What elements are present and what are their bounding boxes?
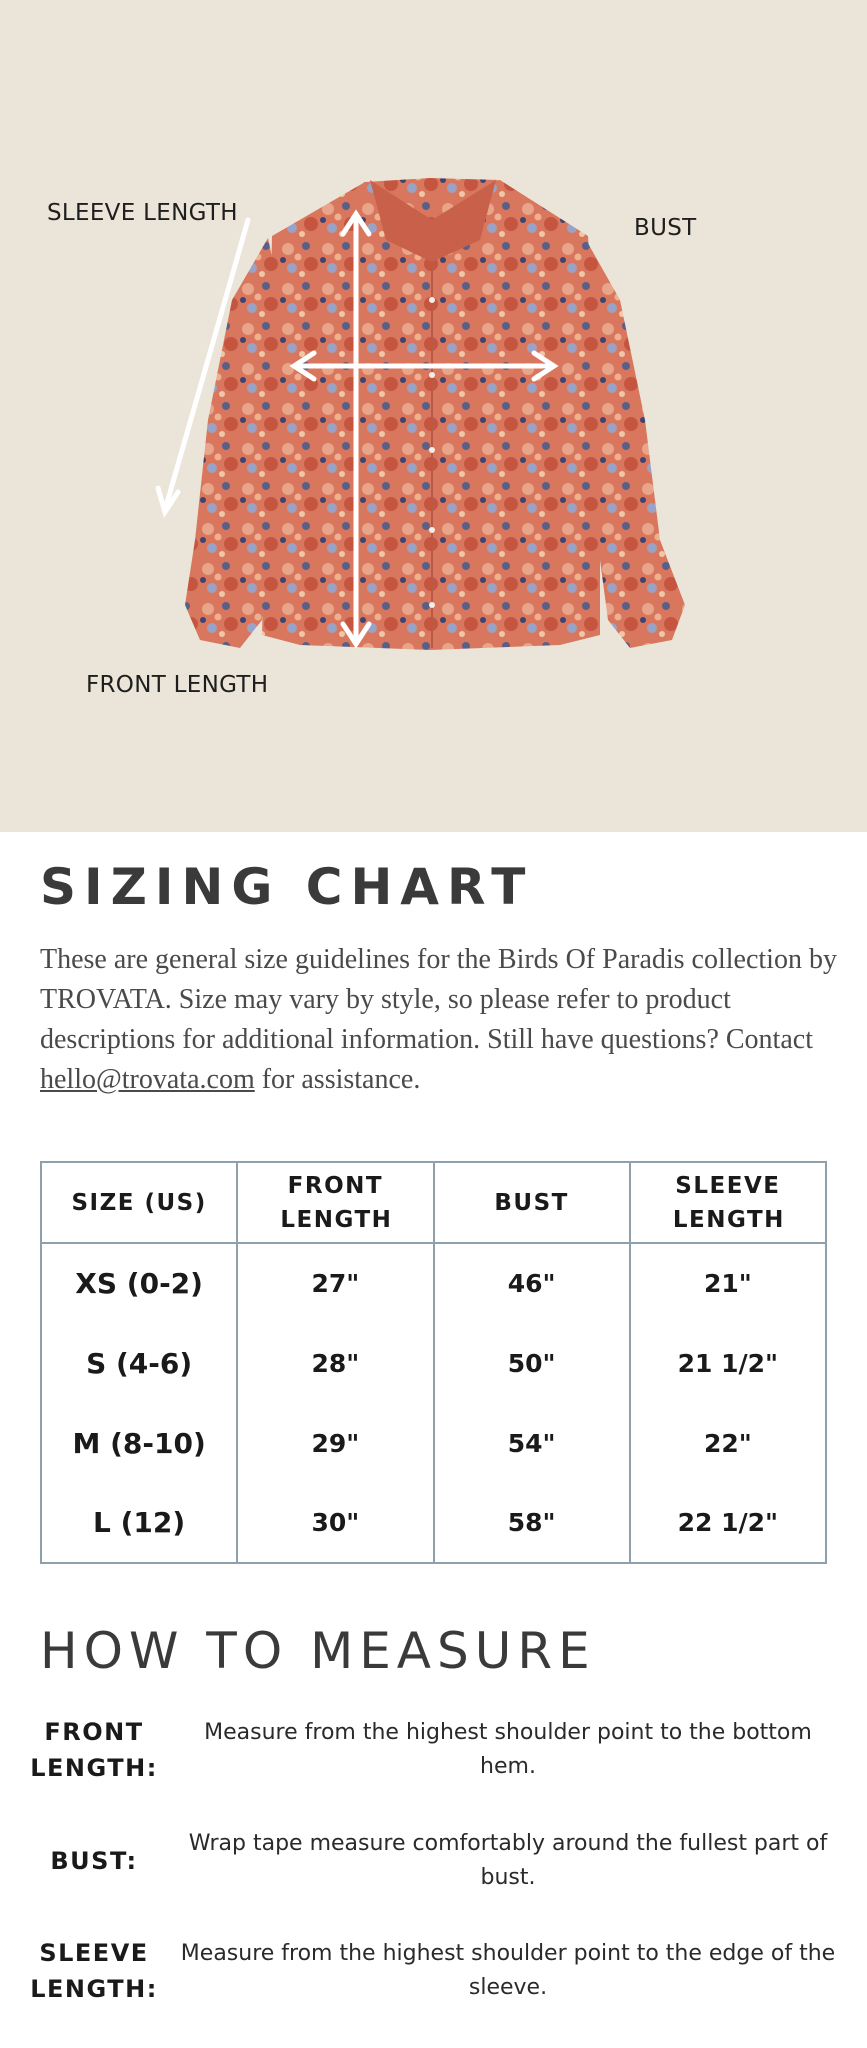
front-length-cell: 29": [237, 1403, 433, 1483]
how-to-measure-title: HOW TO MEASURE: [40, 1622, 596, 1680]
header-front-length: [237, 1162, 433, 1243]
table-header-row: [41, 1162, 826, 1243]
measure-description: Measure from the highest shoulder point to the edge of the sleeve.: [180, 1941, 836, 2000]
shirt-illustration: [0, 0, 867, 832]
sleeve-length-cell: 21 1/2": [630, 1323, 826, 1403]
table-row: [41, 1403, 826, 1483]
measure-item-sleeve-length: [30, 1934, 840, 2008]
bust-cell: 46": [434, 1243, 630, 1323]
measure-term: FRONT LENGTH:: [30, 1718, 158, 1782]
size-cell: S (4-6): [41, 1323, 237, 1403]
table-row: [41, 1323, 826, 1403]
measure-item-front-length: [30, 1713, 840, 1787]
intro-text-end: for assistance.: [254, 1064, 421, 1095]
sleeve-length-cell: 22": [630, 1403, 826, 1483]
size-cell: M (8-10): [41, 1403, 237, 1483]
size-table-container: [40, 1161, 827, 1564]
front-length-cell: 28": [237, 1323, 433, 1403]
front-length-cell: 27": [237, 1243, 433, 1323]
header-sleeve-length-text: SLEEVE LENGTH: [672, 1172, 785, 1233]
sleeve-length-cell: 22 1/2": [630, 1483, 826, 1563]
front-length-cell: 30": [237, 1483, 433, 1563]
header-size: SIZE (US): [41, 1162, 237, 1243]
measure-term: BUST:: [50, 1847, 138, 1875]
bust-cell: 58": [434, 1483, 630, 1563]
header-sleeve-length: [630, 1162, 826, 1243]
table-row: [41, 1243, 826, 1323]
size-cell: L (12): [41, 1483, 237, 1563]
contact-email-link[interactable]: hello@trovata.com: [40, 1064, 255, 1095]
measure-item-bust: [30, 1824, 840, 1898]
intro-text: These are general size guidelines for the Birds Of Paradis collection by TROVATA. Size may vary by style, so please refer to product descriptions for additional information. Still have questions? Contact: [40, 944, 837, 1055]
header-bust: BUST: [434, 1162, 630, 1243]
bust-label: BUST: [634, 215, 697, 241]
sizing-intro: [40, 940, 840, 1100]
sleeve-length-cell: 21": [630, 1243, 826, 1323]
sleeve-length-label: SLEEVE LENGTH: [47, 200, 238, 226]
header-front-length-text: FRONT LENGTH: [280, 1172, 393, 1233]
measure-description: Measure from the highest shoulder point to the bottom hem.: [204, 1720, 812, 1779]
product-image: [0, 0, 867, 832]
size-cell: XS (0-2): [41, 1243, 237, 1323]
bust-cell: 54": [434, 1403, 630, 1483]
measure-term: SLEEVE LENGTH:: [30, 1939, 158, 2003]
table-row: [41, 1483, 826, 1563]
front-length-label: FRONT LENGTH: [86, 672, 269, 698]
sizing-chart-title: SIZING CHART: [40, 858, 534, 916]
size-table: [40, 1161, 827, 1564]
bust-cell: 50": [434, 1323, 630, 1403]
measure-description: Wrap tape measure comfortably around the fullest part of bust.: [188, 1831, 828, 1890]
